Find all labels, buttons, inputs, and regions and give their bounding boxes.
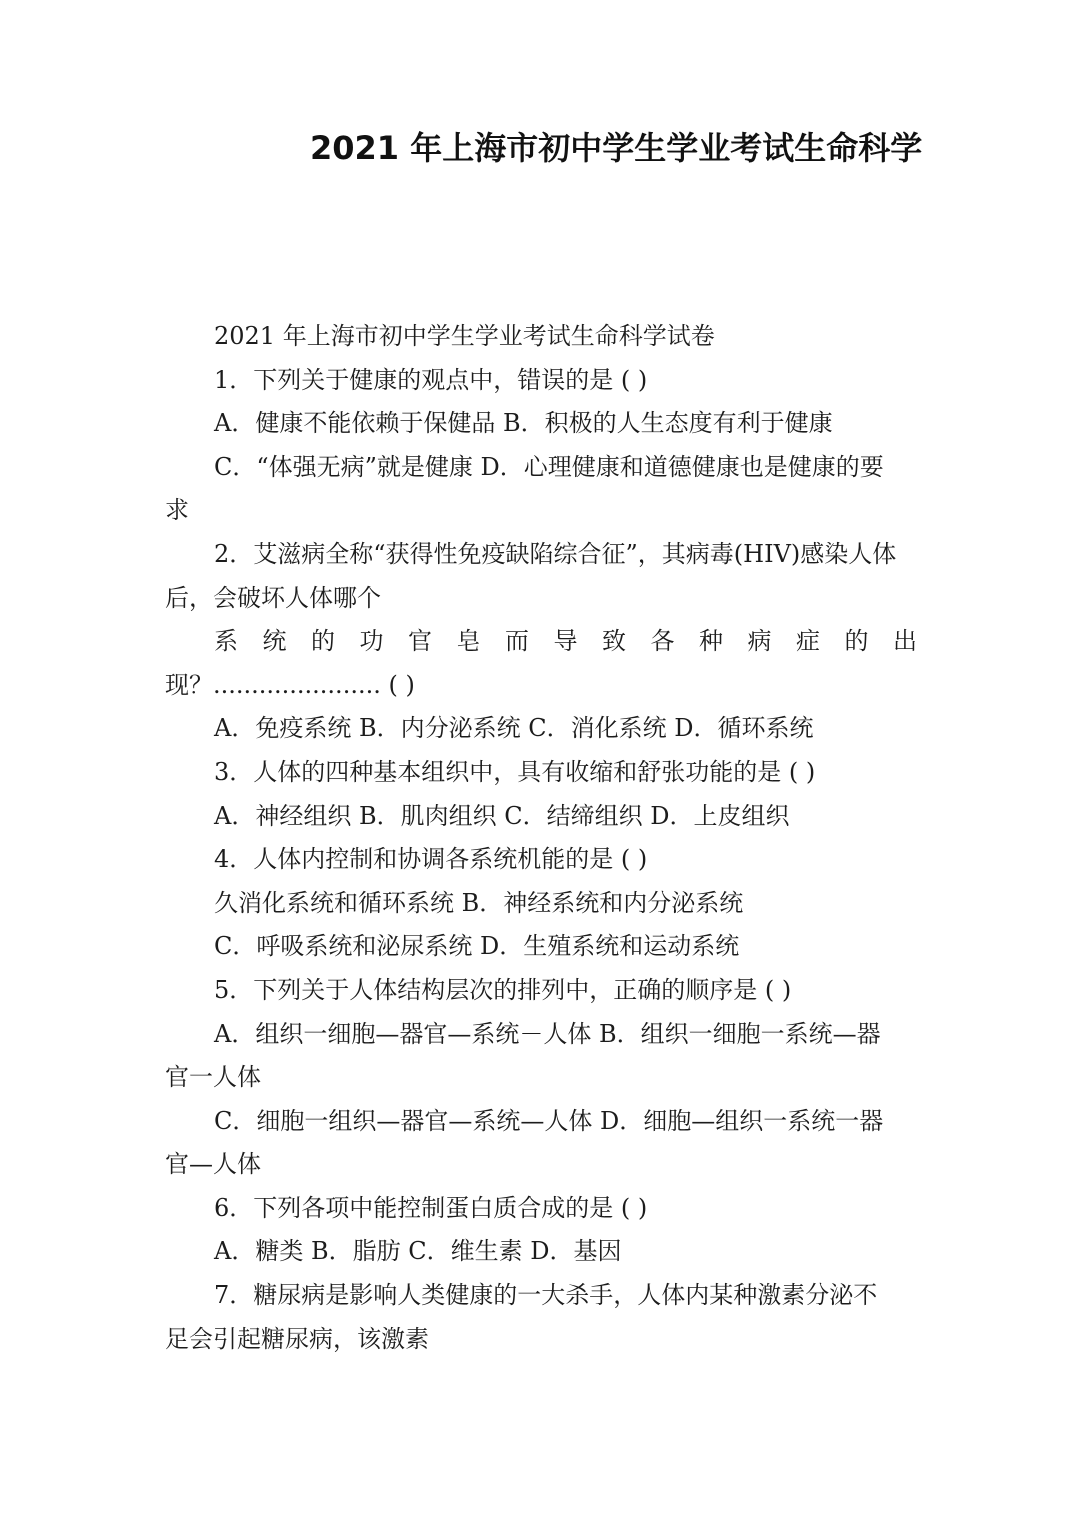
question-1-options-ab: A．健康不能依赖于保健品 B．积极的人生态度有利于健康 [214,409,833,438]
question-2: 2．艾滋病全称“获得性免疫缺陷综合征”，其病毒(HIV)感染人体 [214,539,897,568]
question-1: 1．下列关于健康的观点中，错误的是 ( ) [214,365,648,394]
question-5-options-ab-continued: 官一人体 [165,1063,261,1092]
question-6: 6．下列各项中能控制蛋白质合成的是 ( ) [214,1193,648,1222]
question-2-spaced-line: 系 统 的 功 官 皂 而 导 致 各 种 病 症 的 出 [214,627,917,656]
question-2-continued: 后，会破坏人体哪个 [165,583,381,612]
question-3: 3．人体的四种基本组织中，具有收缩和舒张功能的是 ( ) [214,757,816,786]
question-1-options-cd: C．“体强无病”就是健康 D．心理健康和道德健康也是健康的要 [214,452,884,481]
question-7-continued: 足会引起糖尿病，该激素 [165,1324,429,1353]
question-6-options: A．糖类 B．脂肪 C．维生素 D．基因 [214,1237,622,1266]
document-body [165,315,917,1361]
question-4: 4．人体内控制和协调各系统机能的是 ( ) [214,845,648,874]
question-5-options-cd-continued: 官—人体 [165,1150,261,1179]
question-1-options-cd-continued: 求 [165,496,189,525]
page-title: 2021 年上海市初中学生学业考试生命科学 [310,129,923,167]
question-5-options-ab: A．组织一细胞—器官—系统－人体 B．组织一细胞一系统—器 [214,1019,881,1048]
question-7: 7．糖尿病是影响人类健康的一大杀手，人体内某种激素分泌不 [214,1281,878,1310]
question-2-ending: 现？...................... ( ) [165,670,415,699]
question-3-options: A．神经组织 B．肌肉组织 C．结缔组织 D．上皮组织 [214,801,790,830]
paper-heading: 2021 年上海市初中学生学业考试生命科学试卷 [214,322,715,350]
question-4-options-cd: C．呼吸系统和泌尿系统 D．生殖系统和运动系统 [214,932,740,961]
question-5-options-cd: C．细胞一组织—器官—系统—人体 D．细胞—组织一系统一器 [214,1106,884,1135]
question-2-options: A．免疫系统 B．内分泌系统 C．消化系统 D．循环系统 [214,714,814,743]
question-5: 5．下列关于人体结构层次的排列中，正确的顺序是 ( ) [214,975,792,1004]
question-4-options-ab: 久消化系统和循环系统 B．神经系统和内分泌系统 [214,888,744,917]
